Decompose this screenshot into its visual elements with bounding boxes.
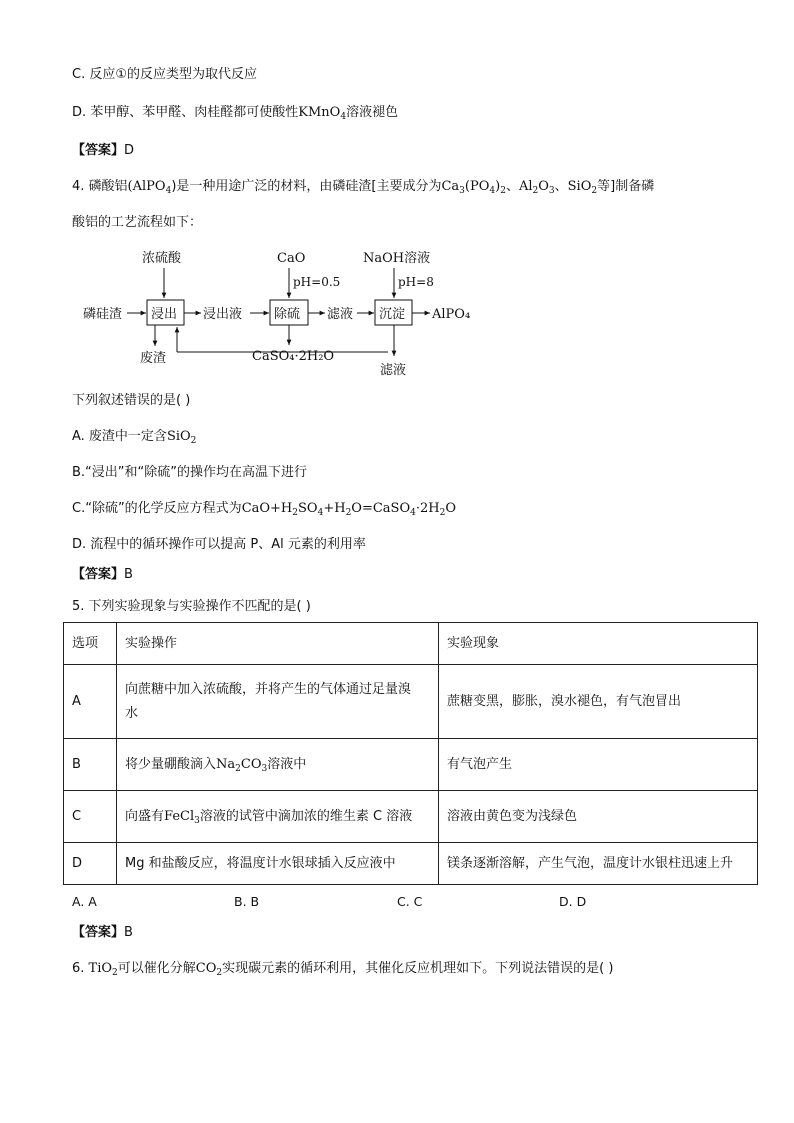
q5-answer: 【答案】B <box>72 925 133 940</box>
q4-stem-line1: 4. 磷酸铝(AlPO$_4$)是一种用途广泛的材料，由磷硅渣[主要成分为$Ca_3(PO_4)_2$、$Al_2O_3$、SiO$_2$等]制备磷 <box>72 179 655 196</box>
q4-stem-line2: 酸铝的工艺流程如下： <box>72 215 203 230</box>
row-operation: 向盛有FeCl$_3$溶液的试管中滴加浓的维生素 C 溶液 <box>117 791 439 843</box>
q4-answer: 【答案】B <box>72 567 133 582</box>
ph-label-2: pH=8 <box>398 275 434 289</box>
q3-option-d: D. 苯甲醇、苯甲醛、肉桂醛都可使酸性KMnO$_4$溶液褪色 <box>72 105 399 122</box>
header-phenomenon: 实验现象 <box>439 623 758 665</box>
table-row <box>64 791 758 843</box>
row-phenomenon: 镁条逐渐溶解，产生气泡，温度计水银柱迅速上升 <box>439 843 758 885</box>
q4-option-d: D. 流程中的循环操作可以提高 P、Al 元素的利用率 <box>72 537 366 552</box>
table-row <box>64 739 758 791</box>
choice-b: B. B <box>234 894 260 909</box>
input-label: 磷硅渣 <box>83 307 123 322</box>
row-phenomenon: 蔗糖变黑，膨胀，溴水褪色，有气泡冒出 <box>439 665 758 739</box>
row-option: D <box>64 843 117 885</box>
row-operation: 将少量硼酸滴入$Na_2CO_3$溶液中 <box>117 739 439 791</box>
reagent-conc-h2so4: 浓硫酸 <box>142 251 182 266</box>
box-desulf-label: 除硫 <box>274 307 301 322</box>
q4-option-c: C.“除硫”的化学反应方程式为$CaO+H_2SO_4+H_2O=CaSO_4\cdot 2H_2O$ <box>72 501 456 518</box>
choice-d: D. D <box>559 894 587 909</box>
header-operation: 实验操作 <box>117 623 439 665</box>
filtrate2-label: 滤液 <box>380 363 407 378</box>
byproduct-label: CaSO₄·2H₂O <box>252 349 335 364</box>
q5-choices <box>72 894 752 912</box>
q5-title: 5. 下列实验现象与实验操作不匹配的是( ) <box>72 599 311 614</box>
row-option: B <box>64 739 117 791</box>
process-flow-diagram <box>70 240 490 380</box>
q3-option-c: C. 反应①的反应类型为取代反应 <box>72 67 257 82</box>
table-row <box>64 843 758 885</box>
box-leach-label: 浸出 <box>151 307 178 322</box>
row-operation: 向蔗糖中加入浓硫酸，并将产生的气体通过足量溴 水 <box>117 665 439 739</box>
filtrate1-label: 滤液 <box>327 307 354 322</box>
row-phenomenon: 有气泡产生 <box>439 739 758 791</box>
q6-stem: 6. TiO$_2$可以催化分解$CO_2$实现碳元素的循环利用，其催化反应机理如下。下列说法错误的是( ) <box>72 961 614 978</box>
q4-option-a: A. 废渣中一定含SiO$_2$ <box>72 429 197 446</box>
row-option: A <box>64 665 117 739</box>
reagent-cao: CaO <box>277 251 306 266</box>
ph-label-1: pH=0.5 <box>293 275 341 289</box>
row-operation: Mg 和盐酸反应，将温度计水银球插入反应液中 <box>117 843 439 885</box>
q3-answer: 【答案】D <box>72 143 135 158</box>
row-phenomenon: 溶液由黄色变为浅绿色 <box>439 791 758 843</box>
reagent-naoh: NaOH溶液 <box>363 251 431 266</box>
leachate-label: 浸出液 <box>203 307 243 322</box>
q4-option-b: B.“浸出”和“除硫”的操作均在高温下进行 <box>72 465 307 480</box>
choice-c: C. C <box>397 894 423 909</box>
waste-label: 废渣 <box>140 351 167 366</box>
header-option: 选项 <box>64 623 117 665</box>
table-header-row <box>64 623 758 665</box>
table-row <box>64 665 758 739</box>
row-option: C <box>64 791 117 843</box>
q4-question: 下列叙述错误的是( ) <box>72 393 191 408</box>
box-precip-label: 沉淀 <box>379 307 406 322</box>
q5-table <box>63 622 758 885</box>
product-label: AlPO₄ <box>432 307 471 322</box>
choice-a: A. A <box>72 894 97 909</box>
